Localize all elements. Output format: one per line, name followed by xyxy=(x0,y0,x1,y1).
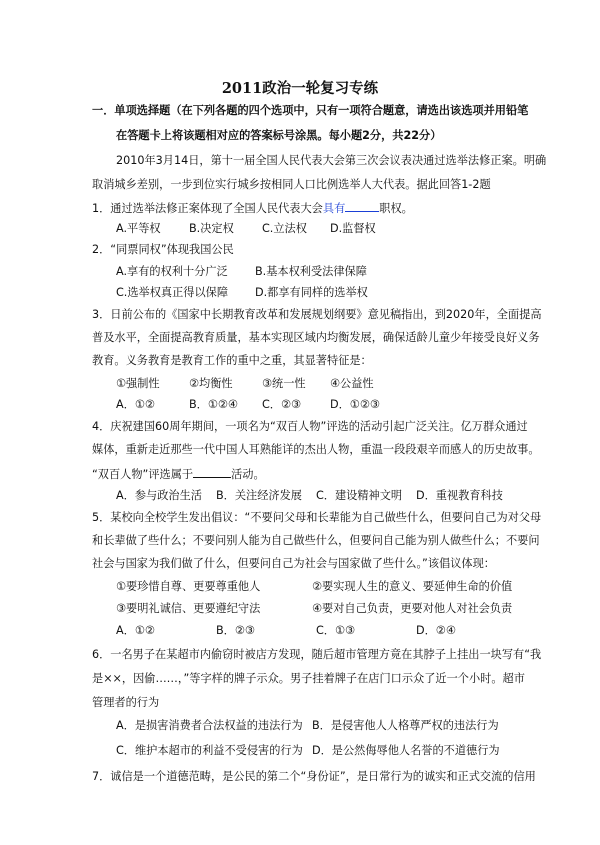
q3-item-1: ①强制性 xyxy=(116,377,160,390)
q5-option-b: B．②③ xyxy=(216,624,255,637)
q5-line1: 5．某校向全校学生发出倡议：“不要问父母和长辈能为自己做些什么，但要问自己为对父母 xyxy=(92,511,542,524)
q1-stem-link[interactable]: 具有 xyxy=(322,202,346,215)
q3-option-d: D．①②③ xyxy=(330,398,380,411)
q5-option-a: A．①② xyxy=(116,624,155,637)
q3-line3: 教育。义务教育是教育工作的重中之重，其显著特征是： xyxy=(92,354,372,367)
q4-line3 xyxy=(92,466,265,482)
q3-option-a: A．①② xyxy=(116,398,155,411)
q5-line3: 社会与国家为我们做了什么，但要问自己为社会与国家做了些什么。”该倡议体现： xyxy=(92,557,495,570)
q2-option-b: B.基本权利受法律保障 xyxy=(255,265,367,278)
q4-line2: 媒体，重新走近那些一代中国人耳熟能详的杰出人物，重温一段段艰辛而感人的历史故事。 xyxy=(92,443,540,456)
q1-blank xyxy=(345,200,379,212)
q5-option-d: D．②④ xyxy=(416,624,456,637)
q3-item-4: ④公益性 xyxy=(330,377,374,390)
q3-option-c: C．②③ xyxy=(262,398,302,411)
q2-option-c: C.选举权真正得以保障 xyxy=(116,286,229,299)
q3-option-b: B．①②④ xyxy=(189,398,238,411)
section-heading-line2: 在答题卡上将该题相对应的答案标号涂黑。每小题2分，共22分） xyxy=(116,129,442,142)
q4-blank xyxy=(193,466,231,478)
q5-item-4: ④要对自己负责，更要对他人对社会负责 xyxy=(312,602,513,615)
page-title: 2011政治一轮复习专练 xyxy=(221,80,379,97)
q4-option-d: D．重视教育科技 xyxy=(416,489,503,502)
q5-line2: 和长辈做了些什么；不要问别人能为自己做些什么，但要问自己能为别人做些什么；不要问 xyxy=(92,534,540,547)
q3-line2: 普及水平，全面提高教育质量，基本实现区域内均衡发展，确保适龄儿童少年接受良好义务 xyxy=(92,331,540,344)
q7-line1: 7．诚信是一个道德范畴，是公民的第二个“身份证”，是日常行为的诚实和正式交流的信用 xyxy=(92,770,536,783)
q6-line3: 管理者的行为 xyxy=(92,696,160,709)
q6-option-c: C．维护本超市的利益不受侵害的行为 xyxy=(116,744,303,757)
q6-line1: 6．一名男子在某超市内偷窃时被店方发现，随后超市管理方竟在其脖子上挂出一块写有“我 xyxy=(92,648,542,661)
q4-line3-after: 活动。 xyxy=(231,468,265,481)
q4-option-a: A．参与政治生活 xyxy=(116,489,202,502)
q1-stem-before: 1．通过选举法修正案体现了全国人民代表大会 xyxy=(92,202,323,215)
q2-option-d: D.都享有同样的选举权 xyxy=(255,286,368,299)
q6-option-b: B．是侵害他人人格尊严权的违法行为 xyxy=(312,719,499,732)
q4-line3-before: “双百人物”评选属于 xyxy=(92,468,194,481)
q5-item-3: ③要明礼诚信、更要遵纪守法 xyxy=(116,602,261,615)
q4-option-c: C．建设精神文明 xyxy=(316,489,403,502)
q1-stem-after: 职权。 xyxy=(379,202,413,215)
q6-line2: 是××，因偷……，”等字样的牌子示众。男子挂着牌子在店门口示众了近一个小时。超市 xyxy=(92,672,525,685)
q1-option-a: A.平等权 xyxy=(116,222,161,235)
section-heading-line1: 一．单项选择题（在下列各题的四个选项中，只有一项符合题意，请选出该选项并用铅笔 xyxy=(92,104,529,117)
q2-stem: 2．“同票同权”体现我国公民 xyxy=(92,243,234,256)
q2-option-a: A.享有的权利十分广泛 xyxy=(116,265,228,278)
q3-line1: 3．日前公布的《国家中长期教育改革和发展规划纲要》意见稿指出，到2020年，全面提高 xyxy=(92,308,542,321)
q3-item-2: ②均衡性 xyxy=(189,377,233,390)
q3-item-3: ③统一性 xyxy=(262,377,306,390)
q5-item-2: ②要实现人生的意义、要延伸生命的价值 xyxy=(312,580,513,593)
q4-option-b: B．关注经济发展 xyxy=(216,489,302,502)
q6-option-a: A．是损害消费者合法权益的违法行为 xyxy=(116,719,303,732)
q1-option-c: C.立法权 xyxy=(262,222,307,235)
q4-line1: 4．庆祝建国60周年期间，一项名为“双百人物”评选的活动引起广泛关注。亿万群众通过 xyxy=(92,420,528,433)
q5-item-1: ①要珍惜自尊、更要尊重他人 xyxy=(116,580,261,593)
intro-line2: 取消城乡差别，一步到位实行城乡按相同人口比例选举人大代表。据此回答1-2题 xyxy=(92,178,491,191)
q6-option-d: D．是公然侮辱他人名誉的不道德行为 xyxy=(312,744,500,757)
q5-option-c: C．①③ xyxy=(316,624,356,637)
q1-stem xyxy=(92,200,413,216)
intro-line1: 2010年3月14日，第十一届全国人民代表大会第三次会议表决通过选举法修正案。明确 xyxy=(116,154,547,167)
q1-option-d: D.监督权 xyxy=(330,222,376,235)
q1-option-b: B.决定权 xyxy=(189,222,234,235)
